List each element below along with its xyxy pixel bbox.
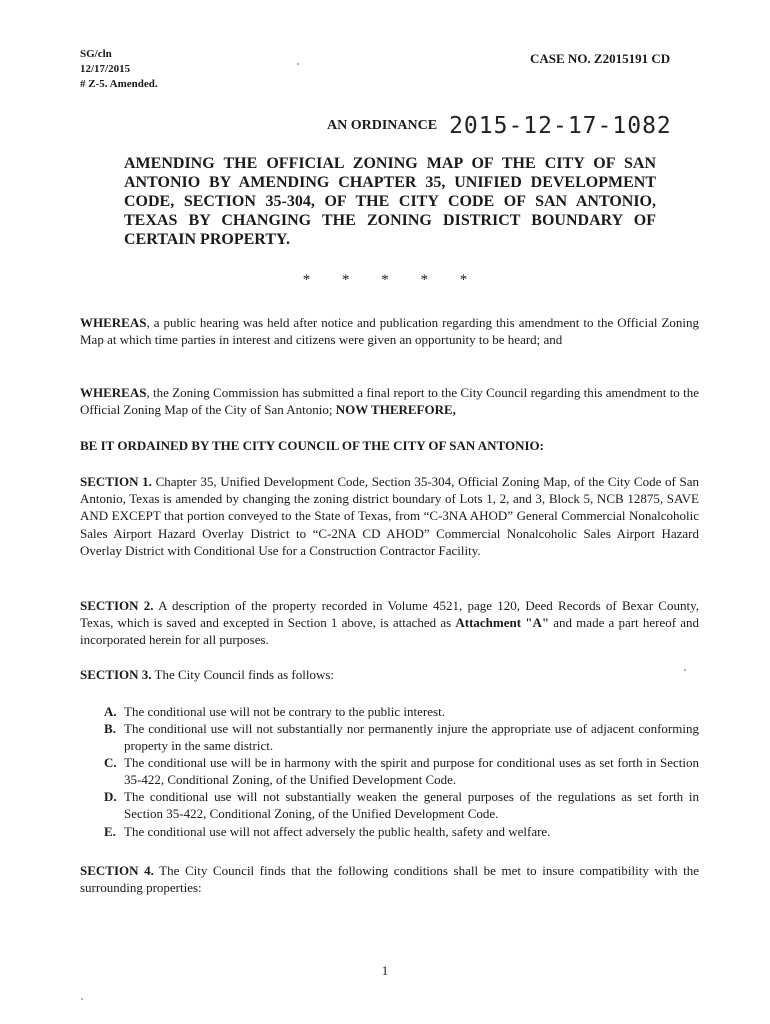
case-number: CASE NO. Z2015191 CD: [530, 51, 671, 66]
ordinance-label: AN ORDINANCE: [327, 118, 438, 133]
list-item-letter: B.: [104, 721, 116, 737]
now-therefore: NOW THEREFORE,: [335, 402, 456, 418]
whereas-paragraph-1: [80, 314, 699, 348]
list-item: [104, 704, 699, 721]
list-item-text: The conditional use will not substantially weaken the general purposes of the regulations as set forth in Section 35-422, Conditional Zoning, of the Unified Development Code.: [124, 789, 699, 822]
list-item-text: The conditional use will not substantially nor permanently injure the appropriate use of adjacent conforming property in the same district.: [124, 721, 699, 754]
section-3-heading: SECTION 3.: [80, 667, 152, 682]
list-item-letter: D.: [104, 789, 117, 805]
whereas-text: , the Zoning Commission has submitted a final report to the City Council regarding this amendment to the Official Zoning Map of the City of San Antonio;: [80, 385, 699, 418]
whereas-lead: WHEREAS: [80, 385, 147, 400]
agenda-item: # Z-5. Amended.: [80, 78, 158, 90]
section-1-text: Chapter 35, Unified Development Code, Section 35-304, Official Zoning Map, of the City Code of San Antonio, Texas is amended by changing the zoning district boundary of Lots 1, 2, and 3, Block 5, NCB 12875, SAVE AND EXCEPT that portion conveyed to the State of Texas, from “C-3NA AHOD” General Commercial Nonalcoholic Sales Airport Hazard Overlay District to “C-2NA CD AHOD” Commercial Nonalcoholic Sales Airport Hazard Overlay District with Conditional Use for a Construction Contractor Facility.: [80, 474, 699, 558]
list-item: [104, 789, 699, 823]
ordinance-heading: [327, 113, 672, 139]
scan-speck: [684, 669, 686, 671]
list-item-letter: E.: [104, 823, 116, 839]
list-item: [104, 824, 699, 841]
section-3: [80, 666, 699, 683]
section-4-heading: SECTION 4.: [80, 863, 154, 878]
list-item-letter: C.: [104, 755, 117, 771]
section-2: [80, 597, 699, 649]
section-4-text: The City Council finds that the following conditions shall be met to insure compatibility with the surrounding properties:: [80, 863, 699, 896]
findings-list: [104, 704, 699, 841]
whereas-lead: WHEREAS: [80, 315, 147, 330]
scan-speck: [297, 63, 299, 65]
list-item-text: The conditional use will not be contrary to the public interest.: [124, 704, 445, 719]
section-4: [80, 862, 699, 896]
list-item: [104, 755, 699, 789]
section-1: [80, 473, 699, 559]
whereas-text: , a public hearing was held after notice and publication regarding this amendment to the Official Zoning Map at which time parties in interest and citizens were given an opportunity to be heard; and: [80, 315, 699, 348]
section-2-heading: SECTION 2.: [80, 598, 154, 613]
section-2-tail: and made a part hereof and incorporated herein for all purposes.: [80, 615, 699, 648]
scan-speck: [81, 998, 83, 1000]
section-2-text: A description of the property recorded in Volume 4521, page 120, Deed Records of Bexar County, Texas, which is saved and excepted in Section 1 above, is attached as: [80, 598, 699, 631]
ordinance-title: AMENDING THE OFFICIAL ZONING MAP OF THE CITY OF SAN ANTONIO BY AMENDING CHAPTER 35, UNIFIED DEVELOPMENT CODE, SECTION 35-304, OF THE CITY CODE OF SAN ANTONIO, TEXAS BY CHANGING THE ZONING DISTRICT BOUNDARY OF CERTAIN PROPERTY.: [124, 155, 656, 248]
author-initials: SG/cln: [80, 48, 112, 60]
attachment-reference: Attachment "A": [455, 615, 550, 631]
document-header-left: [80, 47, 158, 92]
document-date: 12/17/2015: [80, 63, 131, 75]
list-item-text: The conditional use will be in harmony with the spirit and purpose for conditional uses as set forth in Section 35-422, Conditional Zoning, of the Unified Development Code.: [124, 755, 699, 788]
list-item-letter: A.: [104, 704, 117, 719]
section-3-text: The City Council finds as follows:: [151, 667, 335, 682]
list-item-text: The conditional use will not affect adversely the public health, safety and welfare.: [124, 823, 551, 839]
list-item: [104, 721, 699, 755]
ordinance-number: 2015-12-17-1082: [449, 113, 672, 139]
section-1-heading: SECTION 1.: [80, 474, 152, 489]
whereas-paragraph-2: [80, 384, 699, 418]
enacting-clause: BE IT ORDAINED BY THE CITY COUNCIL OF THE CITY OF SAN ANTONIO:: [80, 438, 545, 453]
section-separator: * * * * *: [302, 272, 482, 288]
page-number: 1: [381, 963, 389, 978]
